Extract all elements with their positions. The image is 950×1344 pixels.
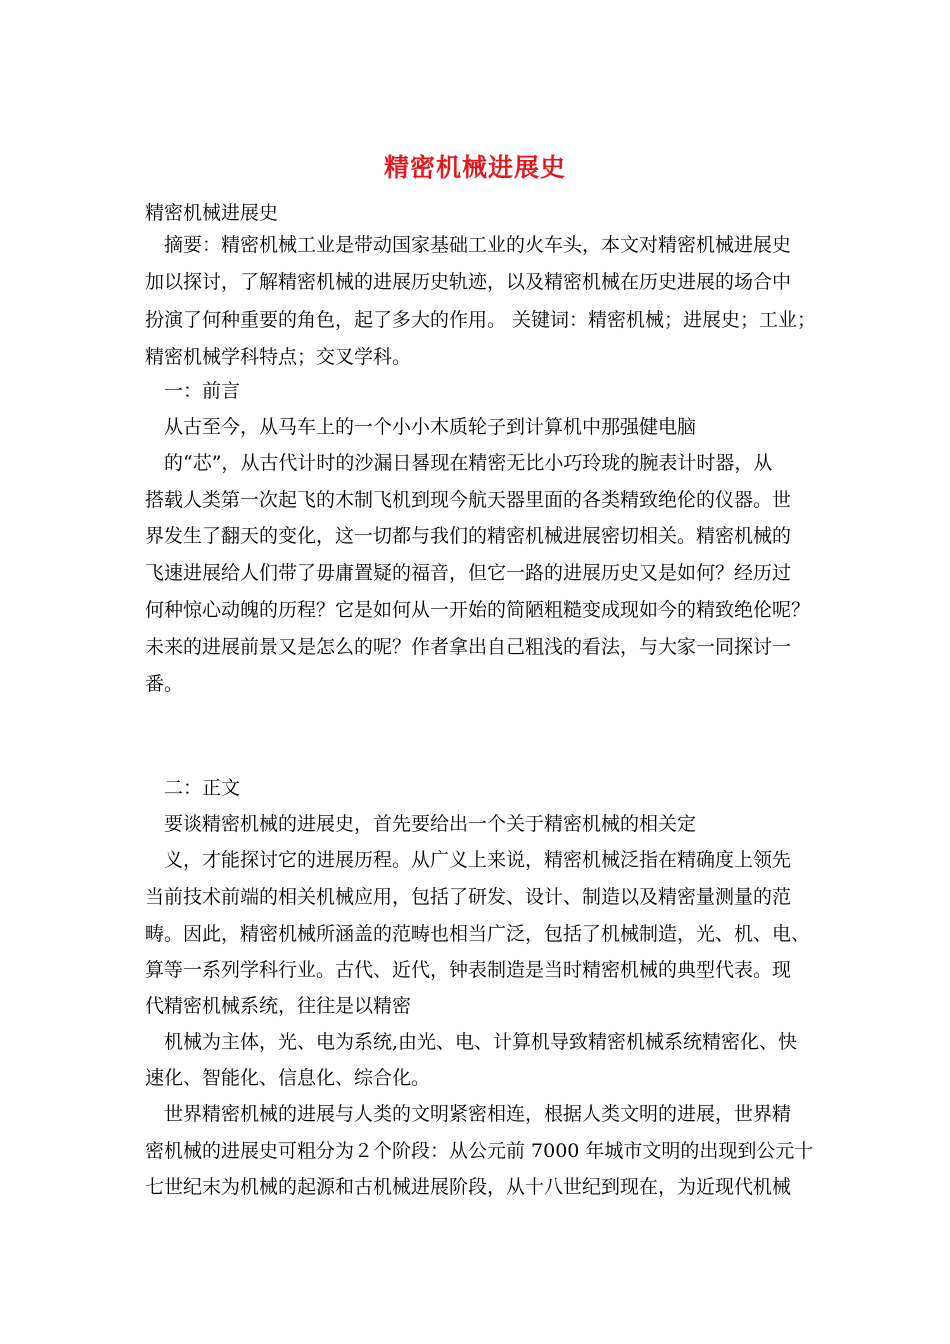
body-line: 算等一系列学科行业。古代、近代，钟表制造是当时精密机械的典型代表。现 [145,959,792,981]
abstract-line: 扮演了何种重要的角色，起了多大的作用。 关键词：精密机械；进展史；工业； [145,309,817,331]
body-line: 番。 [145,673,184,695]
body-line: 密机械的进展史可粗分为２个阶段：从公元前 7000 年城市文明的出现到公元十 [145,1140,814,1162]
body-line: 界发生了翻天的变化，这一切都与我们的精密机械进展密切相关。精密机械的 [145,525,792,547]
body-line: 的“芯”，从古代计时的沙漏日晷现在精密无比小巧玲珑的腕表计时器，从 [164,452,773,474]
body-line: 当前技术前端的相关机械应用，包括了研发、设计、制造以及精密量测量的范 [145,886,792,908]
body-line: 机械为主体，光、电为系统,由光、电、计算机导致精密机械系统精密化、快 [164,1031,798,1053]
body-line: 义，才能探讨它的进展历程。从广义上来说，精密机械泛指在精确度上领先 [164,849,792,871]
body-line: 代精密机械系统，往往是以精密 [145,995,412,1017]
document-title: 精密机械进展史 [383,153,566,182]
body-line: 搭载人类第一次起飞的木制飞机到现今航天器里面的各类精致绝伦的仪器。世 [145,489,792,511]
section-heading-main: 二：正文 [164,777,241,799]
body-line: 飞速进展给人们带了毋庸置疑的福音，但它一路的进展历史又是如何？经历过 [145,562,792,584]
body-line: 要谈精密机械的进展史，首先要给出一个关于精密机械的相关定 [164,813,697,835]
body-line: 七世纪末为机械的起源和古机械进展阶段，从十八世纪到现在，为近现代机械 [145,1176,792,1198]
body-line: 速化、智能化、信息化、综合化。 [145,1067,431,1089]
body-line: 何种惊心动魄的历程？它是如何从一开始的简陋粗糙变成现如今的精致绝伦呢？ [145,599,811,621]
body-line: 世界精密机械的进展与人类的文明紧密相连，根据人类文明的进展，世界精 [164,1103,792,1125]
abstract-line: 精密机械学科特点；交叉学科。 [145,346,412,368]
section-heading-preface: 一：前言 [164,380,241,402]
body-line: 从古至今，从马车上的一个小小木质轮子到计算机中那强健电脑 [164,416,697,438]
body-line: 未来的进展前景又是怎么的呢？作者拿出自己粗浅的看法，与大家一同探讨一 [145,636,792,658]
abstract-line: 加以探讨，了解精密机械的进展历史轨迹，以及精密机械在历史进展的场合中 [145,271,792,293]
abstract-line: 摘要：精密机械工业是带动国家基础工业的火车头，本文对精密机械进展史 [164,234,792,256]
body-line: 畴。因此，精密机械所涵盖的范畴也相当广泛，包括了机械制造，光、机、电、 [145,923,811,945]
subtitle-line: 精密机械进展史 [145,202,279,224]
